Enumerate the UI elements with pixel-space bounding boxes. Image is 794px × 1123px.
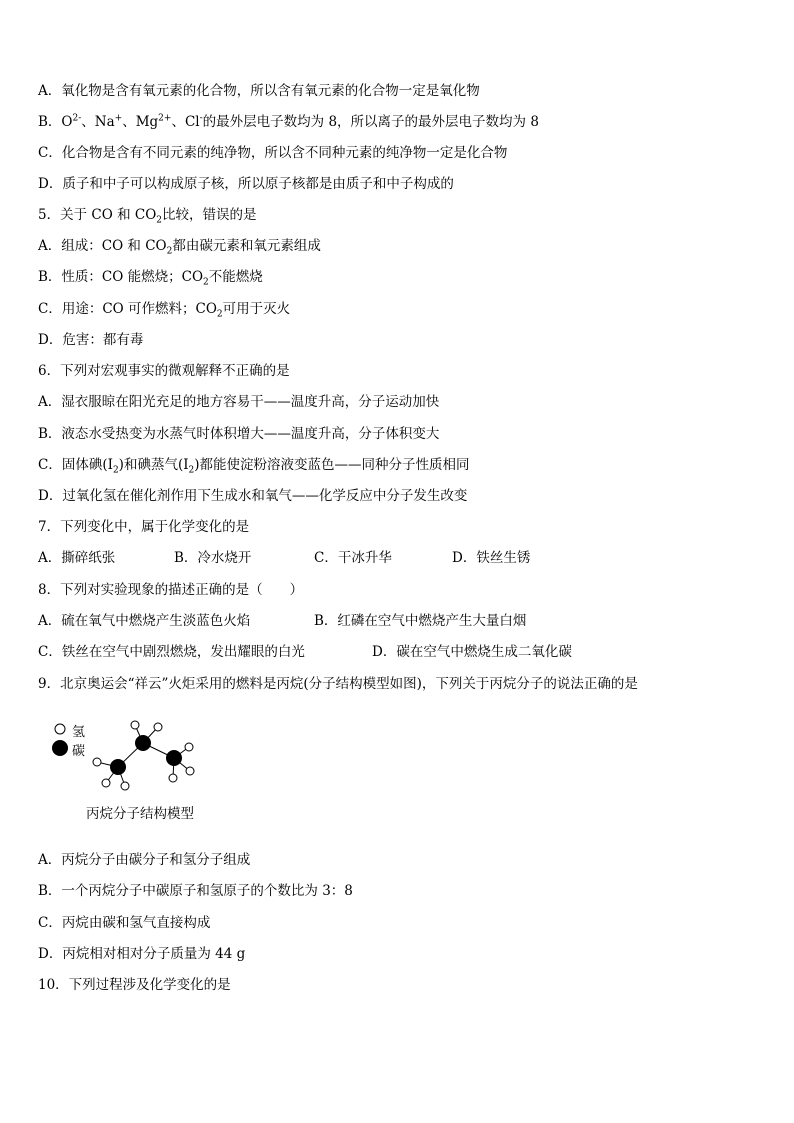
q7-stem: 7．下列变化中，属于化学变化的是 [38,519,250,535]
q8-stem: 8．下列对实验现象的描述正确的是（ ） [38,582,304,598]
q5-a-text-1: A．组成：CO 和 CO [38,238,167,254]
hydrogen-atom [93,758,101,766]
hydrogen-atom [169,774,177,782]
q4-b-sup-2: + [114,113,123,124]
carbon-atom [166,750,182,766]
figure-caption: 丙烷分子结构模型 [86,806,194,822]
hydrogen-atom [131,721,139,729]
q5-a-sub: 2 [166,246,173,257]
q9-option-b: B．一个丙烷分子中碳原子和氢原子的个数比为 3：8 [38,883,353,899]
hydrogen-atom [154,723,162,731]
q4-b-text-1: B．O [38,114,73,130]
q8-option-c: C．铁丝在空气中剧烈燃烧，发出耀眼的白光 [38,644,305,660]
legend-hydrogen-label: 氢 [72,725,86,740]
q5-stem-text-2: 比较，错误的是 [162,207,257,223]
q8-option-b: B．红磷在空气中燃烧产生大量白烟 [314,613,527,629]
q4-option-d: D．质子和中子可以构成原子核，所以原子核都是由质子和中子构成的 [38,176,454,192]
hydrogen-atom [185,743,193,751]
q4-option-b [38,112,539,132]
legend-hydrogen-symbol [55,724,65,734]
q5-c-sub: 2 [216,309,223,320]
q4-b-text-5: 的最外层电子数均为 8，所以离子的最外层电子数均为 8 [202,114,539,130]
q10-stem: 10．下列过程涉及化学变化的是 [38,977,231,993]
q4-option-c: C．化合物是含有不同元素的纯净物，所以含不同种元素的纯净物一定是化合物 [38,145,508,161]
q4-b-sup-3: 2+ [158,113,172,124]
q5-option-a [38,236,321,256]
hydrogen-atom [186,767,194,775]
q5-stem [38,205,257,225]
q7-option-d: D．铁丝生锈 [452,550,531,566]
q5-b-sub: 2 [203,277,209,288]
q5-option-b [38,267,263,287]
q6-option-a: A．湿衣服晾在阳光充足的地方容易干——温度升高，分子运动加快 [38,394,440,410]
q6-c-text-1: C．固体碘(I [38,457,113,473]
carbon-atom [110,759,126,775]
q7-option-a: A．撕碎纸张 [38,550,116,566]
q5-option-c [38,299,290,319]
legend-carbon-label: 碳 [72,744,86,759]
q4-b-sup-1: 2- [72,113,82,124]
q6-stem: 6．下列对宏观事实的微观解释不正确的是 [38,363,290,379]
q8-option-a: A．硫在氧气中燃烧产生淡蓝色火焰 [38,613,251,629]
q5-b-text-1: B．性质：CO 能燃烧；CO [38,269,204,285]
hydrogen-atom [121,782,129,790]
q4-b-text-2: 、Na [81,114,115,130]
q9-option-c: C．丙烷由碳和氢气直接构成 [38,915,211,931]
q9-option-d: D．丙烷相对相对分子质量为 44 g [38,946,246,962]
q5-option-d: D．危害：都有毒 [38,332,144,348]
q5-a-text-2: 都由碳元素和氧元素组成 [172,238,321,254]
q6-c-sub-2: 2 [188,465,195,476]
q6-option-c [38,455,470,475]
q9-option-a: A．丙烷分子由碳分子和氢分子组成 [38,852,251,868]
q5-c-text-2: 可用于灭火 [222,301,291,317]
q7-option-b: B．冷水烧开 [174,550,252,566]
q7-option-c: C．干冰升华 [314,550,392,566]
q5-c-text-1: C．用途：CO 可作燃料；CO [38,301,217,317]
legend-carbon-symbol [52,740,68,756]
q5-stem-text-1: 5．关于 CO 和 CO [38,207,157,223]
q4-b-text-3: 、Mg [122,114,159,130]
q6-c-text-2: )和碘蒸气(I [118,457,189,473]
q6-option-d: D．过氧化氢在催化剂作用下生成水和氧气——化学反应中分子发生改变 [38,488,468,504]
q5-b-text-2: 不能燃烧 [208,269,263,285]
q8-option-d: D．碳在空气中燃烧生成二氧化碳 [372,644,572,660]
q5-stem-sub: 2 [156,215,162,226]
q6-c-sub-1: 2 [112,465,119,476]
q4-b-text-4: 、Cl [171,114,200,130]
q6-option-b: B．液态水受热变为水蒸气时体积增大——温度升高，分子体积变大 [38,426,440,442]
q4-option-a: A．氧化物是含有氧元素的化合物，所以含有氧元素的化合物一定是氧化物 [38,83,480,99]
q6-c-text-3: )都能使淀粉溶液变蓝色——同种分子性质相同 [194,457,470,473]
q4-b-sup-4: - [199,113,203,124]
q9-stem: 9．北京奥运会“祥云”火炬采用的燃料是丙烷(分子结构模型如图)，下列关于丙烷分子的说法正确的是 [38,676,638,692]
carbon-atom [135,735,151,751]
hydrogen-atom [102,779,110,787]
